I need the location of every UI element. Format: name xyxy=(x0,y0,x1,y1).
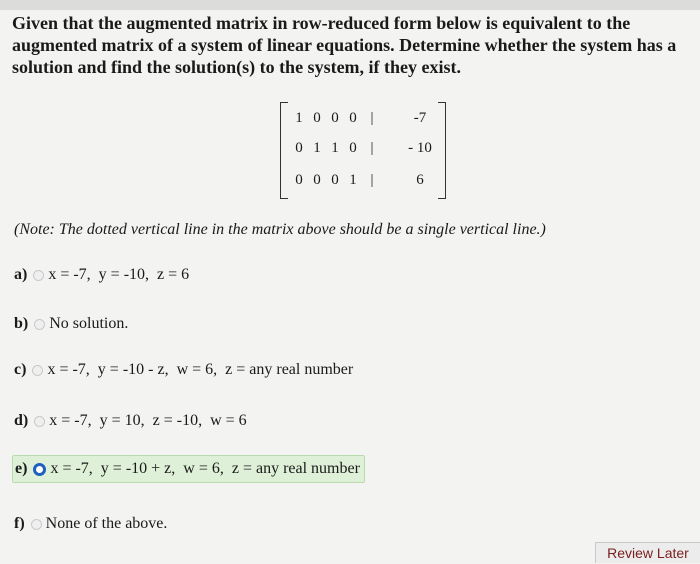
option-letter: c) xyxy=(14,361,27,378)
option-letter: e) xyxy=(15,460,28,477)
matrix-cell: 0 xyxy=(331,110,339,126)
option-text: x = -7, y = -10, z = 6 xyxy=(48,266,190,283)
question-line-3: solution and find the solution(s) to the system, if they exist. xyxy=(12,57,462,77)
question-line-2: augmented matrix of a system of linear equations. Determine whether the system has a xyxy=(12,35,677,55)
option-c[interactable] xyxy=(14,357,353,383)
matrix-note: (Note: The dotted vertical line in the matrix above should be a single vertical line.) xyxy=(14,221,546,238)
matrix-row xyxy=(292,140,442,162)
radio-button-icon[interactable] xyxy=(31,519,42,530)
option-text: No solution. xyxy=(49,315,129,332)
option-letter: a) xyxy=(14,266,28,283)
radio-button-icon[interactable] xyxy=(32,365,43,376)
matrix-rhs: -7 xyxy=(413,110,427,126)
matrix-cell: 0 xyxy=(349,110,357,126)
matrix-cell: 0 xyxy=(295,172,303,188)
matrix-rhs: 6 xyxy=(416,172,424,188)
matrix-row xyxy=(292,172,442,194)
matrix-cell: 1 xyxy=(331,140,339,156)
matrix-cell: 1 xyxy=(313,140,321,156)
matrix-divider: | xyxy=(370,140,374,156)
question-line-1: Given that the augmented matrix in row-reduced form below is equivalent to the xyxy=(12,13,631,33)
matrix-left-bracket xyxy=(280,102,288,199)
matrix-divider: | xyxy=(370,110,374,126)
option-b[interactable] xyxy=(14,311,128,337)
matrix-cell: 1 xyxy=(349,172,357,188)
matrix-rhs: - 10 xyxy=(408,140,432,156)
matrix-cell: 0 xyxy=(331,172,339,188)
option-text: x = -7, y = -10 + z, w = 6, z = any real number xyxy=(50,460,360,477)
radio-button-icon[interactable] xyxy=(34,319,45,330)
option-text: x = -7, y = 10, z = -10, w = 6 xyxy=(49,412,247,429)
matrix-cell: 0 xyxy=(295,140,303,156)
question-text xyxy=(12,12,682,78)
matrix-divider: | xyxy=(370,172,374,188)
augmented-matrix xyxy=(280,102,446,197)
radio-button-icon[interactable] xyxy=(34,416,45,427)
option-letter: f) xyxy=(14,515,25,532)
option-f[interactable] xyxy=(14,511,167,537)
matrix-cell: 0 xyxy=(313,172,321,188)
radio-button-icon[interactable] xyxy=(33,270,44,281)
option-a[interactable] xyxy=(14,262,189,288)
top-strip xyxy=(0,0,700,10)
matrix-cell: 0 xyxy=(313,110,321,126)
option-text: None of the above. xyxy=(45,515,168,532)
matrix-cell: 0 xyxy=(349,140,357,156)
matrix-cell: 1 xyxy=(295,110,303,126)
matrix-row xyxy=(292,110,442,132)
radio-button-selected-icon[interactable] xyxy=(33,463,46,476)
option-letter: b) xyxy=(14,315,29,332)
option-letter: d) xyxy=(14,412,29,429)
review-later-button[interactable]: Review Later xyxy=(595,542,700,563)
option-d[interactable] xyxy=(14,408,247,434)
option-text: x = -7, y = -10 - z, w = 6, z = any real number xyxy=(47,361,354,378)
option-e[interactable] xyxy=(12,455,365,483)
